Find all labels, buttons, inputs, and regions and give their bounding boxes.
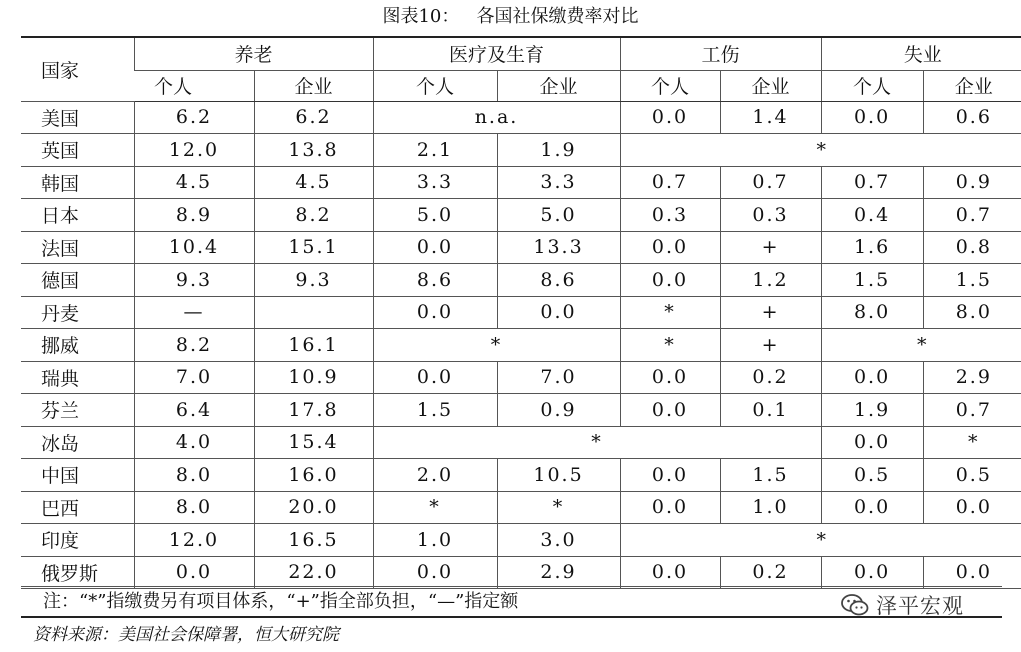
row-country: 俄罗斯 <box>21 556 134 589</box>
cell-pension-individual: 12.0 <box>134 134 254 167</box>
table-row <box>21 296 1021 329</box>
table-row <box>21 166 1021 199</box>
cell-medical-enterprise: 8.6 <box>497 264 620 297</box>
cell-medical-enterprise: 5.0 <box>497 199 620 232</box>
cell-merged: * <box>620 524 1021 557</box>
cell-pension-individual: 10.4 <box>134 231 254 264</box>
row-country: 挪威 <box>21 329 134 362</box>
cell-pension-individual: 8.2 <box>134 329 254 362</box>
cell-injury-individual: 0.0 <box>620 491 720 524</box>
cell-injury-enterprise: 0.3 <box>720 199 821 232</box>
cell-medical-enterprise: 3.3 <box>497 166 620 199</box>
cell-pension-enterprise: 6.2 <box>254 101 373 134</box>
cell-pension-enterprise: 15.1 <box>254 231 373 264</box>
cell-injury-enterprise: 0.7 <box>720 166 821 199</box>
cell-unemployment-enterprise: 0.9 <box>923 166 1021 199</box>
cell-unemployment-individual: 1.6 <box>821 231 923 264</box>
table-row <box>21 426 1021 459</box>
cell-unemployment-individual: 1.9 <box>821 394 923 427</box>
cell-unemployment-individual: 0.7 <box>821 166 923 199</box>
cell-medical-enterprise: 0.0 <box>497 296 620 329</box>
cell-pension-individual: 4.5 <box>134 166 254 199</box>
header-country: 国家 <box>21 37 134 101</box>
cell-unemployment-merged: * <box>821 329 1021 362</box>
cell-injury-enterprise: 1.5 <box>720 459 821 492</box>
table-row <box>21 199 1021 232</box>
cell-unemployment-enterprise: 2.9 <box>923 361 1021 394</box>
cell-unemployment-individual: 0.5 <box>821 459 923 492</box>
table-row <box>21 101 1021 134</box>
cell-injury-individual: 0.3 <box>620 199 720 232</box>
cell-injury-enterprise: + <box>720 231 821 264</box>
cell-unemployment-individual: 0.4 <box>821 199 923 232</box>
cell-medical-individual: 1.0 <box>373 524 497 557</box>
cell-medical-enterprise: 3.0 <box>497 524 620 557</box>
cell-injury-individual: 0.0 <box>620 556 720 589</box>
cell-pension-individual: 8.0 <box>134 491 254 524</box>
cell-medical-enterprise: 2.9 <box>497 556 620 589</box>
row-country: 韩国 <box>21 166 134 199</box>
cell-unemployment-enterprise: 0.0 <box>923 491 1021 524</box>
header-enterprise: 企业 <box>720 70 821 101</box>
cell-unemployment-enterprise: 1.5 <box>923 264 1021 297</box>
cell-unemployment-individual: 1.5 <box>821 264 923 297</box>
cell-pension-enterprise: 16.1 <box>254 329 373 362</box>
cell-pension-individual: 4.0 <box>134 426 254 459</box>
table-note: 注：“*”指缴费另有项目体系，“+”指全部负担，“—”指定额 <box>21 586 1002 618</box>
cell-pension-enterprise: 15.4 <box>254 426 373 459</box>
header-enterprise: 企业 <box>923 70 1021 101</box>
cell-injury-enterprise: 0.2 <box>720 556 821 589</box>
cell-pension-individual: 6.4 <box>134 394 254 427</box>
table-row <box>21 394 1021 427</box>
cell-medical-merged: n.a. <box>373 101 620 134</box>
header-individual: 个人 <box>620 70 720 101</box>
cell-medical-individual: 0.0 <box>373 296 497 329</box>
cell-pension-enterprise: 17.8 <box>254 394 373 427</box>
cell-pension-enterprise: 9.3 <box>254 264 373 297</box>
cell-pension-individual: 6.2 <box>134 101 254 134</box>
cell-pension-individual: 8.0 <box>134 459 254 492</box>
cell-unemployment-enterprise: 0.7 <box>923 199 1021 232</box>
table-row <box>21 329 1021 362</box>
cell-injury-individual: * <box>620 329 720 362</box>
table-header <box>21 37 1021 101</box>
row-country: 美国 <box>21 101 134 134</box>
cell-unemployment-enterprise: 0.8 <box>923 231 1021 264</box>
row-country: 冰岛 <box>21 426 134 459</box>
row-country: 英国 <box>21 134 134 167</box>
contribution-rate-table <box>21 36 1021 589</box>
cell-injury-enterprise: 1.0 <box>720 491 821 524</box>
watermark <box>840 590 964 620</box>
cell-pension-individual: 12.0 <box>134 524 254 557</box>
cell-medical-individual: 8.6 <box>373 264 497 297</box>
cell-pension-enterprise: 13.8 <box>254 134 373 167</box>
row-country: 芬兰 <box>21 394 134 427</box>
table-row <box>21 231 1021 264</box>
header-individual: 个人 <box>134 70 254 101</box>
table-row <box>21 134 1021 167</box>
cell-injury-individual: 0.0 <box>620 394 720 427</box>
table-title: 图表10： 各国社保缴费率对比 <box>382 6 639 27</box>
row-country: 印度 <box>21 524 134 557</box>
header-individual: 个人 <box>373 70 497 101</box>
cell-pension-individual: 9.3 <box>134 264 254 297</box>
cell-pension-enterprise: 4.5 <box>254 166 373 199</box>
cell-pension-enterprise: 16.0 <box>254 459 373 492</box>
row-country: 瑞典 <box>21 361 134 394</box>
cell-unemployment-enterprise: 0.6 <box>923 101 1021 134</box>
cell-pension-enterprise: 16.5 <box>254 524 373 557</box>
row-country: 法国 <box>21 231 134 264</box>
cell-medical-individual: 0.0 <box>373 556 497 589</box>
cell-pension-individual: 7.0 <box>134 361 254 394</box>
header-injury: 工伤 <box>620 37 821 70</box>
row-country: 日本 <box>21 199 134 232</box>
cell-pension-enterprise <box>254 296 373 329</box>
cell-pension-enterprise: 22.0 <box>254 556 373 589</box>
cell-pension-individual: 0.0 <box>134 556 254 589</box>
row-country: 巴西 <box>21 491 134 524</box>
cell-merged: * <box>620 134 1021 167</box>
header-enterprise: 企业 <box>497 70 620 101</box>
cell-unemployment-individual: 0.0 <box>821 491 923 524</box>
cell-injury-individual: 0.0 <box>620 101 720 134</box>
cell-medical-individual: 0.0 <box>373 361 497 394</box>
header-pension: 养老 <box>134 37 373 70</box>
header-individual: 个人 <box>821 70 923 101</box>
cell-medical-enterprise: 7.0 <box>497 361 620 394</box>
cell-pension-individual: — <box>134 296 254 329</box>
cell-injury-individual: 0.0 <box>620 361 720 394</box>
table-row <box>21 524 1021 557</box>
cell-unemployment-individual: 0.0 <box>821 426 923 459</box>
cell-pension-enterprise: 20.0 <box>254 491 373 524</box>
cell-medical-merged: * <box>373 329 620 362</box>
watermark-text: 泽平宏观 <box>876 594 964 618</box>
header-unemployment: 失业 <box>821 37 1021 70</box>
data-source: 资料来源：美国社会保障署，恒大研究院 <box>33 625 339 645</box>
table-row <box>21 459 1021 492</box>
cell-medical-individual: * <box>373 491 497 524</box>
cell-merged: * <box>373 426 821 459</box>
cell-medical-enterprise: 10.5 <box>497 459 620 492</box>
row-country: 中国 <box>21 459 134 492</box>
cell-medical-enterprise: * <box>497 491 620 524</box>
cell-pension-enterprise: 10.9 <box>254 361 373 394</box>
cell-unemployment-individual: 0.0 <box>821 556 923 589</box>
cell-medical-individual: 0.0 <box>373 231 497 264</box>
cell-injury-individual: * <box>620 296 720 329</box>
cell-unemployment-individual: 8.0 <box>821 296 923 329</box>
cell-medical-individual: 2.1 <box>373 134 497 167</box>
cell-medical-individual: 5.0 <box>373 199 497 232</box>
cell-medical-individual: 3.3 <box>373 166 497 199</box>
row-country: 德国 <box>21 264 134 297</box>
cell-injury-individual: 0.0 <box>620 459 720 492</box>
cell-pension-enterprise: 8.2 <box>254 199 373 232</box>
table-row <box>21 491 1021 524</box>
cell-injury-enterprise: 1.4 <box>720 101 821 134</box>
cell-injury-enterprise: + <box>720 329 821 362</box>
cell-unemployment-enterprise: 0.7 <box>923 394 1021 427</box>
cell-unemployment-individual: 0.0 <box>821 361 923 394</box>
cell-unemployment-enterprise: * <box>923 426 1021 459</box>
header-medical: 医疗及生育 <box>373 37 620 70</box>
cell-unemployment-individual: 0.0 <box>821 101 923 134</box>
table-row <box>21 361 1021 394</box>
cell-injury-enterprise: + <box>720 296 821 329</box>
row-country: 丹麦 <box>21 296 134 329</box>
cell-injury-enterprise: 0.1 <box>720 394 821 427</box>
cell-unemployment-enterprise: 0.5 <box>923 459 1021 492</box>
table-body <box>21 101 1021 589</box>
cell-unemployment-enterprise: 8.0 <box>923 296 1021 329</box>
cell-medical-enterprise: 1.9 <box>497 134 620 167</box>
cell-injury-individual: 0.0 <box>620 231 720 264</box>
cell-pension-individual: 8.9 <box>134 199 254 232</box>
header-enterprise: 企业 <box>254 70 373 101</box>
cell-injury-individual: 0.7 <box>620 166 720 199</box>
wechat-icon <box>840 592 870 618</box>
cell-unemployment-enterprise: 0.0 <box>923 556 1021 589</box>
cell-injury-individual: 0.0 <box>620 264 720 297</box>
table-row <box>21 556 1021 589</box>
cell-medical-individual: 2.0 <box>373 459 497 492</box>
cell-injury-enterprise: 0.2 <box>720 361 821 394</box>
cell-medical-individual: 1.5 <box>373 394 497 427</box>
cell-medical-enterprise: 0.9 <box>497 394 620 427</box>
cell-injury-enterprise: 1.2 <box>720 264 821 297</box>
cell-medical-enterprise: 13.3 <box>497 231 620 264</box>
table-row <box>21 264 1021 297</box>
